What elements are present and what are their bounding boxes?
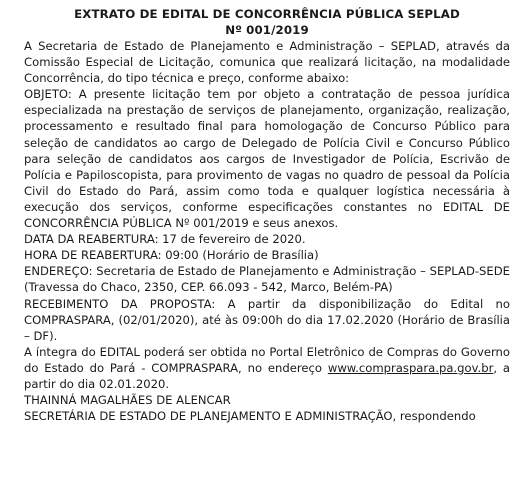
objeto-paragraph: OBJETO: A presente licitação tem por objeto a contratação de pessoa jurídica especializada na prestação de serviços de planejamento, organização, realização, processamento e resultado final para homologação de Concurso Público para seleção de candidatos ao cargo de Delegado de Polícia Civil e Concurso Público para seleção de candidatos aos cargos de Investigador de Polícia, Escrivão de Polícia e Papiloscopista, para provimento de vagas no quadro de pessoal da Polícia Civil do Estado do Pará, assim como toda e qualquer logística necessária à execução dos serviços, conforme especificações constantes no EDITAL DE CONCORRÊNCIA PÚBLICA Nº 001/2019 e seus anexos. — [24, 87, 510, 231]
notice-title-line1: EXTRATO DE EDITAL DE CONCORRÊNCIA PÚBLICA SEPLAD — [74, 7, 460, 21]
signatory-name: THAINNÁ MAGALHÃES DE ALENCAR — [24, 393, 231, 408]
integra-text-suffix: , a partir do dia 02.01.2020. — [24, 360, 510, 391]
signatory-role: SECRETÁRIA DE ESTADO DE PLANEJAMENTO E ADMINISTRAÇÃO, respondendo — [24, 409, 476, 424]
integra-text-prefix: A íntegra do EDITAL poderá ser obtida no Portal Eletrônico de Compras do Governo do Estado do Pará - COMPRASPARA, no endereço — [24, 344, 510, 375]
intro-paragraph: A Secretaria de Estado de Planejamento e Administração – SEPLAD, através da Comissão Especial de Licitação, comunica que realizará licitação, na modalidade Concorrência, do tipo técnica e preço, conforme abaixo: — [24, 39, 510, 86]
notice-title — [24, 6, 510, 38]
integra-paragraph — [24, 344, 510, 392]
data-reabertura: DATA DA REABERTURA: 17 de fevereiro de 2020. — [24, 232, 306, 247]
compraspara-link[interactable]: www.compraspara.pa.gov.br — [327, 360, 494, 375]
endereco-paragraph: ENDEREÇO: Secretaria de Estado de Planejamento e Administração – SEPLAD-SEDE (Travessa do Chaco, 2350, CEP. 66.093 - 542, Marco, Belém-PA) — [24, 264, 510, 295]
hora-reabertura: HORA DE REABERTURA: 09:00 (Horário de Brasília) — [24, 248, 319, 263]
recebimento-paragraph: RECEBIMENTO DA PROPOSTA: A partir da disponibilização do Edital no COMPRASPARA, (02/01/2020), até às 09:00h do dia 17.02.2020 (Horário de Brasília – DF). — [24, 296, 510, 343]
notice-title-line2: Nº 001/2019 — [225, 23, 309, 37]
